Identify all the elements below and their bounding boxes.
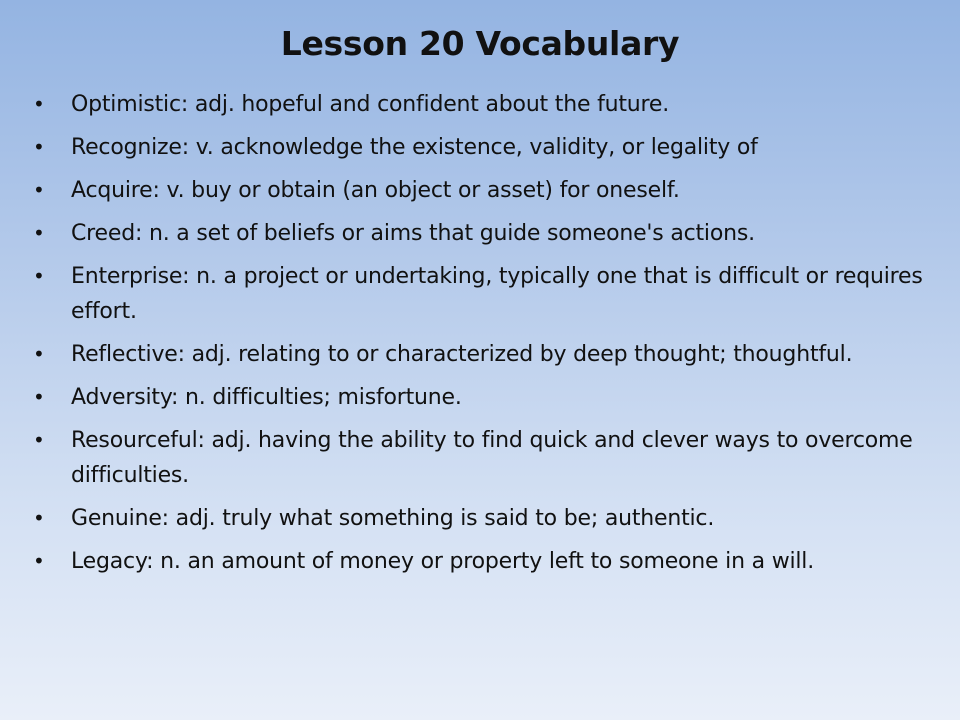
bullet-icon: • xyxy=(33,506,45,530)
bullet-icon: • xyxy=(33,264,45,288)
vocabulary-list xyxy=(33,87,943,587)
vocabulary-definition: Resourceful: adj. having the ability to find quick and clever ways to overcome difficulties. xyxy=(71,428,913,488)
list-item xyxy=(33,501,943,536)
list-item xyxy=(33,544,943,579)
list-item xyxy=(33,216,943,251)
bullet-icon: • xyxy=(33,428,45,452)
vocabulary-definition: Reflective: adj. relating to or characterized by deep thought; thoughtful. xyxy=(71,342,853,367)
list-item xyxy=(33,380,943,415)
vocabulary-definition: Genuine: adj. truly what something is said to be; authentic. xyxy=(71,506,715,531)
list-item xyxy=(33,337,943,372)
vocabulary-definition: Recognize: v. acknowledge the existence, validity, or legality of xyxy=(71,135,758,160)
list-item xyxy=(33,173,943,208)
bullet-icon: • xyxy=(33,221,45,245)
list-item xyxy=(33,423,943,493)
list-item xyxy=(33,87,943,122)
vocabulary-definition: Creed: n. a set of beliefs or aims that guide someone's actions. xyxy=(71,221,755,246)
bullet-icon: • xyxy=(33,549,45,573)
bullet-icon: • xyxy=(33,385,45,409)
bullet-icon: • xyxy=(33,342,45,366)
vocabulary-definition: Adversity: n. difficulties; misfortune. xyxy=(71,385,462,410)
vocabulary-definition: Enterprise: n. a project or undertaking, typically one that is difficult or requires effort. xyxy=(71,264,923,324)
vocabulary-definition: Acquire: v. buy or obtain (an object or asset) for oneself. xyxy=(71,178,680,203)
list-item xyxy=(33,259,943,329)
bullet-icon: • xyxy=(33,92,45,116)
bullet-icon: • xyxy=(33,178,45,202)
vocabulary-definition: Legacy: n. an amount of money or property left to someone in a will. xyxy=(71,549,815,574)
bullet-icon: • xyxy=(33,135,45,159)
vocabulary-definition: Optimistic: adj. hopeful and confident about the future. xyxy=(71,92,670,117)
list-item xyxy=(33,130,943,165)
slide-title: Lesson 20 Vocabulary xyxy=(280,24,680,63)
